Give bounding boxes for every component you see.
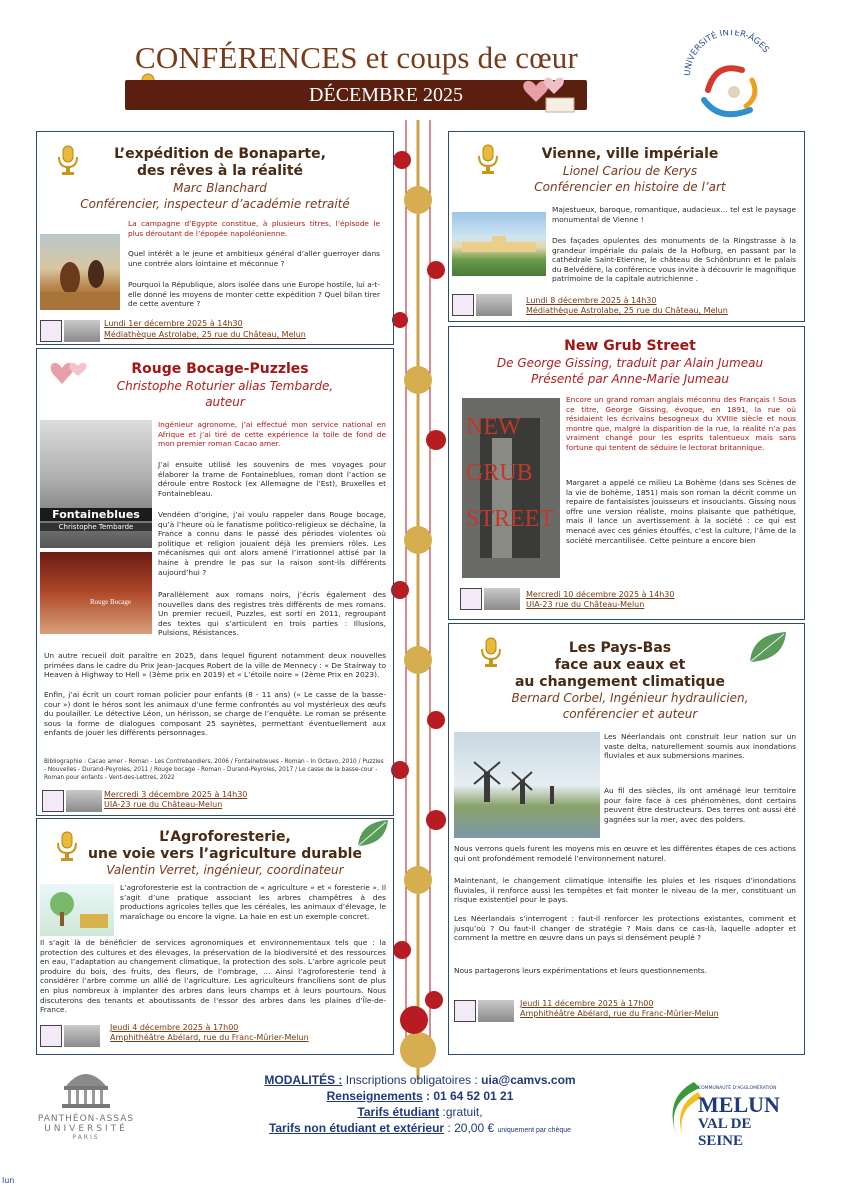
vienne-venue-photo <box>476 294 512 316</box>
month-label: DÉCEMBRE 2025 <box>309 84 463 106</box>
rouge-venue-photo <box>66 790 102 812</box>
rouge-date: Mercredi 3 décembre 2025 à 14h30 <box>104 790 248 799</box>
agro-place: Amphithéâtre Abélard, rue du Franc-Mûrier-Melun <box>110 1033 309 1042</box>
pantheon-logo-line3: PARIS <box>72 1134 100 1141</box>
melun-val-de-seine-logo <box>664 1078 794 1149</box>
rouge-p5: Un autre recueil doit paraître en 2025, dans lequel figurent notamment deux nouvelles primées dans le cadre du Prix Jean-Jacques Robert de la ville de Mennecy : « De Stairway to Heaven à Highway to Hell » (3ème prix en 2019) et « L’étoile noire » (2ème Prix en 2023). <box>44 651 386 680</box>
modalites-label: MODALITÉS : <box>264 1073 343 1087</box>
rouge-p6: Enfin, j’ai écrit un court roman policier pour enfants (8 - 11 ans) (« Le casse de la basse-cour ») dont le héros sont les animaux d’une ferme confrontés au vol mystérieux des œufs du poulailler. Le détective Léon, un hérisson, se charge de l’enquête. Le roman se présente sous la forme de dialogues composant 25 saynètes, permettant éventuellement aux enfants de jouer les différents personnages. <box>44 690 386 738</box>
renseignements-label: Renseignements <box>326 1089 423 1103</box>
paysbas-mic-icon <box>478 636 504 674</box>
agro-calendar-icon <box>40 1025 62 1047</box>
bonaparte-date: Lundi 1er décembre 2025 à 14h30 <box>104 319 243 328</box>
paysbas-title-line3: au changement climatique <box>514 674 725 690</box>
rouge-speaker-line1: Christophe Roturier alias Tembarde, <box>116 379 334 393</box>
agro-speaker: Valentin Verret, ingénieur, coordinateur <box>106 863 344 877</box>
rouge-p2: J’ai ensuite utilisé les souvenirs de mes voyages pour élaborer la trame de Fontaineblues, roman dont l’action se déroule entre Rostock (ex Allemagne de l’Est), Bruxelles et Fontainebleau. <box>158 460 386 498</box>
footer-info <box>220 1072 620 1139</box>
schonbrunn-photo <box>452 212 546 276</box>
vienne-calendar-icon <box>452 294 474 316</box>
tarifs-etudiant-text: :gratuit, <box>442 1105 483 1119</box>
melun-logo-line2: VAL DE SEINE <box>698 1116 752 1149</box>
bonaparte-p3: Pourquoi la République, alors isolée dans une Europe hostile, lui a-t-elle donné les moyens de monter cette expédition ? Quel bilan tirer de cette aventure ? <box>128 280 380 309</box>
melun-logo-small: COMMUNAUTÉ D'AGGLOMÉRATION <box>698 1086 777 1091</box>
paysbas-title-line1: Les Pays-Bas <box>568 640 672 656</box>
modalites-text: Inscriptions obligatoires : <box>345 1073 482 1087</box>
paysbas-p6: Nous partagerons leurs expérimentations et leurs questionnements. <box>454 966 708 975</box>
pantheon-assas-logo <box>36 1066 136 1156</box>
paysbas-place: Amphithéâtre Abélard, rue du Franc-Mûrier-Melun <box>520 1009 719 1018</box>
rouge-speaker-line2: auteur <box>205 395 245 409</box>
fontaineblues-cover <box>40 420 152 548</box>
bonaparte-calendar-icon <box>40 320 62 342</box>
new-grub-street-cover <box>462 398 560 578</box>
agro-p2: Il s’agit là de bénéficier de services agronomiques et environnementaux tels que : la protection des cultures et des élevages, la préservation de la biodiversité et des ressources en eau, l’adaptation au changement climatique, la protection des sols. L’arbre agricole peut produire du bois, des fruits, des fleurs, de l’ombrage, … Ainsi l’agroforesterie tend à considérer l’arbre comme un allié de l’agriculture. Les agriculteurs franciliens sont de plus en plus nombreux à implanter des arbres dans leurs champs et à leurs pourtours. Nous discuterons des tenants et aboutissants de l’essor des arbres dans les plaines d’Île-de-France. <box>40 938 386 1015</box>
rouge-p1: Ingénieur agronome, j’ai effectué mon service national en Afrique et j’ai tiré de cette expérience la toile de fond de mon premier roman Cacao amer. <box>158 420 386 449</box>
vienne-title: Vienne, ville impériale <box>541 146 719 162</box>
paysbas-p1: Les Néerlandais ont construit leur nation sur un vaste delta, naturellement soumis aux inondations fluviales et aux submersions marines. <box>604 732 796 761</box>
rouge-title: Rouge Bocage-Puzzles <box>131 361 309 377</box>
rouge-p3: Vendéen d’origine, j’ai voulu rappeler dans Rouge bocage, qu’à l’heure où le fanatisme politico-religieux se déchaîne, la France a connu dans le passé des périodes violentes où politique et religion jouaient déjà les premiers rôles. Les mécanismes qui ont alors amené l’irrationnel attisé par la haine à prendre le pas sur la raison sont-ils différents aujourd’hui ? <box>158 510 386 577</box>
fontaineblues-author: Christophe Tembarde <box>40 523 152 531</box>
grub-place: UIA-23 rue du Château-Melun <box>526 600 645 609</box>
vienne-role: Conférencier en histoire de l’art <box>534 180 726 194</box>
paysbas-p3: Nous verrons quels furent les moyens mis en œuvre et les différentes étapes de ces actions qui ont profondément remodelé l’environnement naturel. <box>454 844 796 863</box>
corner-text: lun <box>2 1176 15 1185</box>
paysbas-leaf-icon <box>748 630 788 668</box>
tarifs-non-etudiant-text: : 20,00 € <box>447 1121 495 1135</box>
fontaineblues-title: Fontaineblues <box>40 508 152 521</box>
vienne-date: Lundi 8 décembre 2025 à 14h30 <box>526 296 657 305</box>
bonaparte-title-line2: des rêves à la réalité <box>136 163 304 179</box>
agro-title-line2: une voie vers l’agriculture durable <box>88 846 362 862</box>
bonaparte-title-line1: L’expédition de Bonaparte, <box>114 146 326 162</box>
bonaparte-mic-icon <box>55 144 81 182</box>
pantheon-logo-line2: UNIVERSITÉ <box>44 1124 128 1134</box>
grub-presented: Présenté par Anne-Marie Jumeau <box>531 372 729 386</box>
agro-p1: L’agroforesterie est la contraction de « agriculture » et « foresterie ». Il s’agit d’une pratique associant les arbres champêtres à des productions agricoles telles que les céréales, les animaux d’élevage, le maraîchage ou encore la vigne. La haie en est un exemple concret. <box>120 883 386 921</box>
vienne-place: Médiathèque Astrolabe, 25 rue du Château, Melun <box>526 306 728 315</box>
paysbas-speaker-line1: Bernard Corbel, Ingénieur hydraulicien, <box>511 691 749 705</box>
tarifs-note: uniquement par chèque <box>497 1127 572 1134</box>
bonaparte-role: Conférencier, inspecteur d’académie retraité <box>80 197 350 211</box>
page-title: CONFÉRENCES et coups de cœur <box>135 40 579 75</box>
grub-venue-photo <box>484 588 520 610</box>
uia-logo-text: UNIVERSITÉ INTER-ÂGES <box>682 30 771 77</box>
grub-title: New Grub Street <box>564 338 696 354</box>
paysbas-venue-photo <box>478 1000 514 1022</box>
grub-calendar-icon <box>460 588 482 610</box>
tarifs-etudiant-label: Tarifs étudiant <box>357 1105 440 1119</box>
grub-cover-words: NEW GRUB STREET <box>466 414 554 532</box>
rouge-p4: Parallèlement aux romans noirs, j’écris également des nouvelles dans des registres très différents de mes romans. Un premier recueil, Puzzles, est sorti en 2011, regroupant des textes qui s’articulent en trois parties : Illusions, Pulsions, Résistances. <box>158 590 386 638</box>
bonaparte-p2: Quel intérêt a le jeune et ambitieux général d’aller guerroyer dans une contrée alors lointaine et méconnue ? <box>128 249 380 268</box>
paysbas-calendar-icon <box>454 1000 476 1022</box>
agro-venue-photo <box>64 1025 100 1047</box>
vienne-p2: Des façades opulentes des monuments de la Ringstrasse à la grandeur impériale du palais de la Hofburg, en passant par la cathédrale Saint-Etienne, le château de Schönbrunn et le palais du Belvédère, la conférence vous invite à découvrir le magnifique patrimoine de la capitale autrichienne . <box>552 236 796 284</box>
vienne-speaker: Lionel Cariou de Kerys <box>562 164 698 178</box>
bonaparte-place: Médiathèque Astrolabe, 25 rue du Château, Melun <box>104 330 306 339</box>
windmills-photo <box>454 732 600 838</box>
rouge-bocage-cover <box>40 552 152 634</box>
melun-logo-line1: MELUN <box>698 1092 780 1117</box>
rouge-place: UIA-23 rue du Château-Melun <box>104 800 223 809</box>
bonaparte-intro: La campagne d’Egypte constitue, à plusieurs titres, l’épisode le plus déroutant de l’épopée napoléonienne. <box>128 219 380 238</box>
bonaparte-painting <box>40 234 120 310</box>
vienne-mic-icon <box>475 143 501 181</box>
contact-email[interactable]: uia@camvs.com <box>481 1073 576 1087</box>
paysbas-speaker-line2: conférencier et auteur <box>562 707 698 721</box>
contact-phone: : 01 64 52 01 21 <box>425 1089 514 1103</box>
header-hearts-icon <box>518 72 578 116</box>
grub-author-line: De George Gissing, traduit par Alain Jumeau <box>496 356 764 370</box>
vienne-p1: Majestueux, baroque, romantique, audacieux… tel est le paysage monumental de Vienne ! <box>552 205 796 224</box>
grub-p2: Margaret a appelé ce milieu La Bohème (dans ses Scènes de la vie de bohème, 1851) mais son roman la décrit comme un repaire de fantaisistes jouisseurs et insouciants. Gissing nous offre une version réaliste, moins plaisante que pathétique, mais il lance un avertissement à la société : ce qui est menacé avec ces génies étouffés, c’est la culture, l’âme de la société mercantilisée. Cette peinture a encore bien <box>566 478 796 545</box>
uia-logo <box>676 30 786 130</box>
bonaparte-venue-photo <box>64 320 100 342</box>
pantheon-logo-line1: PANTHÉON-ASSAS <box>37 1114 135 1124</box>
tarifs-non-etudiant-label: Tarifs non étudiant et extérieur <box>268 1121 445 1135</box>
agro-date: Jeudi 4 décembre 2025 à 17h00 <box>110 1023 239 1032</box>
bonaparte-speaker: Marc Blanchard <box>173 181 267 195</box>
grub-date: Mercredi 10 décembre 2025 à 14h30 <box>526 590 675 599</box>
paysbas-p5: Les Néerlandais s’interrogent : faut-il renforcer les protections existantes, comment et jusqu’où ? Ou faut-il changer de stratégie ? Mais dans ce cas-là, laquelle adopter et comment la mettre en œuvre dans un pays si densément peuplé ? <box>454 914 796 943</box>
paysbas-title-line2: face aux eaux et <box>554 657 686 673</box>
paysbas-date: Jeudi 11 décembre 2025 à 17h00 <box>520 999 654 1008</box>
grub-p1: Encore un grand roman anglais méconnu des Français ! Sous ce titre, George Gissing, évoque, en 1891, la rue où résidaient les écrivains besogneux du XVIIIe siècle et nous montre que, malgré la disparition de la rue, la réalité n’a pas vraiment changé pour les esprits talentueux mais sans fortune qui tentent de séduire le lectorat britannique. <box>566 395 796 452</box>
paysbas-p2: Au fil des siècles, ils ont aménagé leur territoire pour faire face à ces phénomènes, dont certains peuvent être destructeurs. Des terres ont aussi été gagnées sur la mer, avec des polders. <box>604 786 796 824</box>
agro-diagram <box>40 884 114 936</box>
rouge-bocage-cover-title: Rouge Bocage <box>90 598 132 606</box>
rouge-calendar-icon <box>42 790 64 812</box>
rouge-bibliography: Bibliographie : Cacao amer - Roman - Les Contrebandiers, 2006 / Fontainebleues - Roman - In Octavo, 2010 / Puzzles - Nouvelles - Durand-Peyroles, 2011 / Rouge bocage - Roman - Durand-Peyroles, 2017 / Le casse de la basse-cour - Roman pour enfants - Vent-des-Lettres, 2022 <box>44 759 384 781</box>
agro-title-line1: L’Agroforesterie, <box>159 829 291 845</box>
paysbas-p4: Maintenant, le changement climatique intensifie les pluies et les risques d’inondations fluviales, il renforce aussi les tempêtes et fait monter le niveau de la mer, constituant un risque existentiel pour le pays. <box>454 876 796 905</box>
